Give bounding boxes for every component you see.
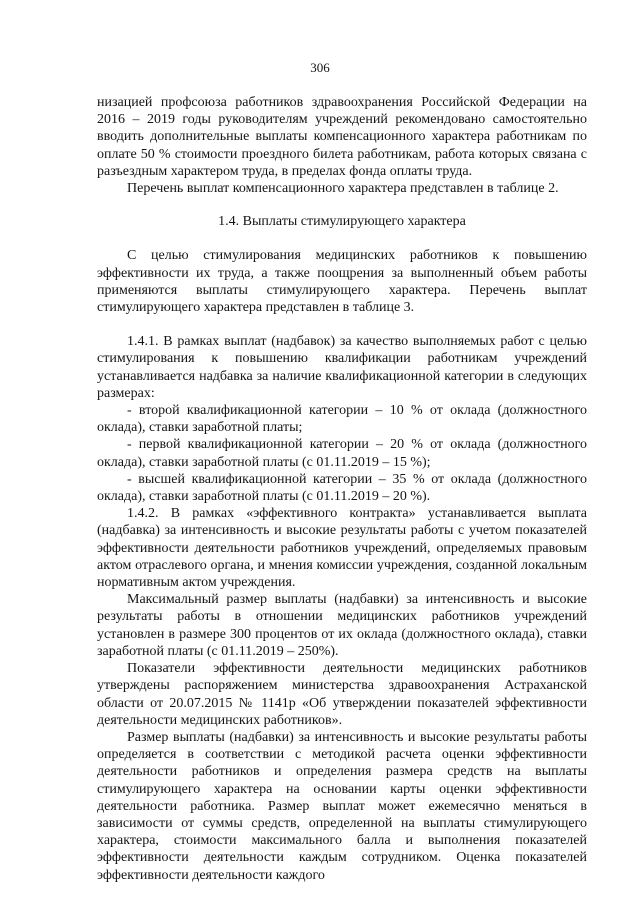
list-item-second-category: - второй квалификационной категории – 10 % от оклада (должностного оклада), ставки заработной платы; xyxy=(97,403,587,436)
list-item-first-category: - первой квалификационной категории – 20 % от оклада (должностного оклада), ставки заработной платы (с 01.11.2019 – 15 %); xyxy=(97,437,587,470)
paragraph-1-4-1: 1.4.1. В рамках выплат (надбавок) за качество выполняемых работ с целью стимулирования к повышению квалификации работникам учреждений устанавливается надбавка за наличие квалификационной категории в следующих размерах: xyxy=(97,334,587,401)
page-body xyxy=(97,94,587,884)
paragraph-payment-size: Размер выплаты (надбавки) за интенсивность и высокие результаты работы определяется в соответствии с методикой расчета оценки эффективности деятельности работников и определения размера средств на выплаты стимулирующего характера на основании карты оценки эффективности деятельности работника. Размер выплат может ежемесячно меняться в зависимости от суммы средств, определенной на выплаты стимулирующего характера, стоимости максимального балла и выполнения показателей эффективности деятельности каждым сотрудником. Оценка показателей эффективности деятельности каждого xyxy=(97,729,587,883)
paragraph-table2-reference: Перечень выплат компенсационного характера представлен в таблице 2. xyxy=(127,181,559,197)
list-item-highest-category: - высшей квалификационной категории – 35 % от оклада (должностного оклада), ставки заработной платы (с 01.11.2019 – 20 %). xyxy=(97,471,587,505)
paragraph-1-4-2: 1.4.2. В рамках «эффективного контракта» устанавливается выплата (надбавка) за интенсивность и высокие результаты работы с учетом показателей эффективности деятельности работников учреждений, определяемых правовым актом отраслевого органа, и мнения комиссии учреждения, созданной локальным нормативным актом учреждения. xyxy=(97,506,587,591)
page-number: 306 xyxy=(310,60,330,75)
section-heading: 1.4. Выплаты стимулирующего характера xyxy=(218,214,466,230)
paragraph-max-size: Максимальный размер выплаты (надбавки) за интенсивность и высокие результаты работы в отношении медицинских работников учреждений установлен в размере 300 процентов от их оклада (должностного оклада), ставки заработной платы (с 01.11.2019 – 250%). xyxy=(97,592,587,659)
paragraph-continued: низацией профсоюза работников здравоохранения Российской Федерации на 2016 – 2019 годы руководителям учреждений рекомендовано самостоятельно вводить дополнительные выплаты компенсационного характера работникам по оплате 50 % стоимости проездного билета работникам, работа которых связана с разъездным характером труда, в пределах фонда оплаты труда. xyxy=(97,95,587,179)
paragraph-intro: С целью стимулирования медицинских работников к повышению эффективности их труда, а также поощрения за выполненный объем работы применяются выплаты стимулирующего характера. Перечень выплат стимулирующего характера представлен в таблице 3. xyxy=(97,248,587,316)
paragraph-indicators: Показатели эффективности деятельности медицинских работников утверждены распоряжением министерства здравоохранения Астраханской области от 20.07.2015 № 1141р «Об утверждении показателей эффективности деятельности медицинских работников». xyxy=(97,661,587,728)
